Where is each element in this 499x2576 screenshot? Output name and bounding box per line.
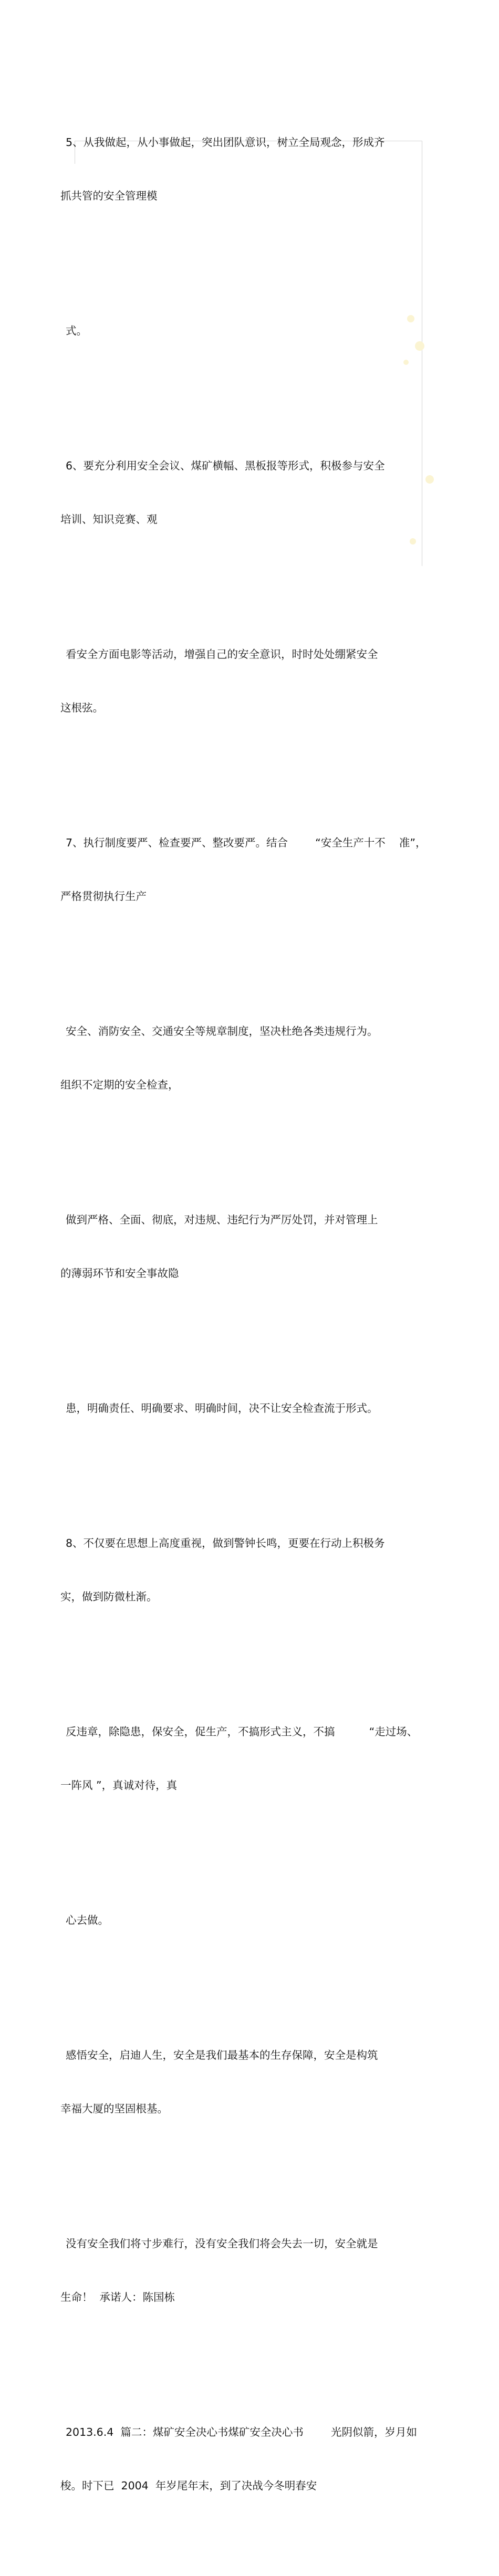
text-line: 抓共管的安全管理模 bbox=[60, 190, 158, 202]
text-line: 严格贯彻执行生产 bbox=[60, 890, 147, 903]
paragraph bbox=[60, 1175, 439, 1318]
text-line: 实，做到防微杜渐。 bbox=[60, 1590, 158, 1603]
paragraph bbox=[60, 2387, 439, 2530]
text-line: 没有安全我们将寸步难行，没有安全我们将会失去一切，安全就是 bbox=[66, 2237, 378, 2250]
paragraph bbox=[60, 1499, 439, 1641]
text-line: 一阵风 ”，真诚对待，真 bbox=[60, 1779, 178, 1792]
text-line: 感悟安全，启迪人生，安全是我们最基本的生存保障，安全是构筑 bbox=[66, 2049, 378, 2061]
text-line: 心去做。 bbox=[66, 1914, 109, 1926]
paragraph bbox=[60, 2199, 439, 2342]
text-line: 培训、知识竞赛、观 bbox=[60, 513, 158, 526]
text-line: 幸福大厦的坚固根基。 bbox=[60, 2102, 168, 2115]
text-line: 8、不仅要在思想上高度重视，做到警钟长鸣，更要在行动上积极务 bbox=[66, 1537, 385, 1549]
text-line: 梭。时下已 2004 年岁尾年末，到了决战今冬明春安 bbox=[60, 2479, 317, 2492]
text-line: 的薄弱环节和安全事故隐 bbox=[60, 1267, 179, 1280]
text-line: 反违章，除隐患，保安全，促生产，不搞形式主义，不搞 “走过场、 bbox=[66, 1725, 418, 1738]
paragraph bbox=[60, 987, 439, 1129]
text-line: 做到严格、全面、彻底，对违规、违纪行为严厉处罚，并对管理上 bbox=[66, 1213, 378, 1226]
paragraph bbox=[60, 798, 439, 941]
paragraph bbox=[60, 98, 439, 240]
text-line: 这根弦。 bbox=[60, 701, 103, 714]
paragraph bbox=[60, 286, 439, 375]
text-line: 5、从我做起，从小事做起，突出团队意识，树立全局观念，形成齐 bbox=[66, 136, 385, 149]
text-line: 组织不定期的安全检查， bbox=[60, 1078, 179, 1091]
paragraph bbox=[60, 1364, 439, 1453]
text-line: 看安全方面电影等活动，增强自己的安全意识，时时处处绷紧安全 bbox=[66, 648, 378, 661]
text-line: 安全、消防安全、交通安全等规章制度，坚决杜绝各类违规行为。 bbox=[66, 1025, 378, 1038]
text-line: 6、要充分利用安全会议、煤矿横幅、黑板报等形式，积极参与安全 bbox=[66, 459, 385, 472]
text-line: 患，明确责任、明确要求、明确时间，决不让安全检查流于形式。 bbox=[66, 1402, 378, 1415]
document-body bbox=[60, 62, 439, 2576]
text-line: 2013.6.4 篇二：煤矿安全决心书煤矿安全决心书 光阴似箭，岁月如 bbox=[66, 2426, 417, 2438]
text-line: 式。 bbox=[66, 324, 87, 337]
paragraph bbox=[60, 1687, 439, 1830]
paragraph bbox=[60, 1876, 439, 1965]
paragraph bbox=[60, 421, 439, 564]
paragraph bbox=[60, 2010, 439, 2153]
paragraph bbox=[60, 610, 439, 752]
text-line: 7、执行制度要严、检查要严、整改要严。结合 “安全生产十不 准”， bbox=[66, 836, 427, 849]
text-line: 生命！ 承诺人：陈国栋 bbox=[60, 2291, 175, 2303]
